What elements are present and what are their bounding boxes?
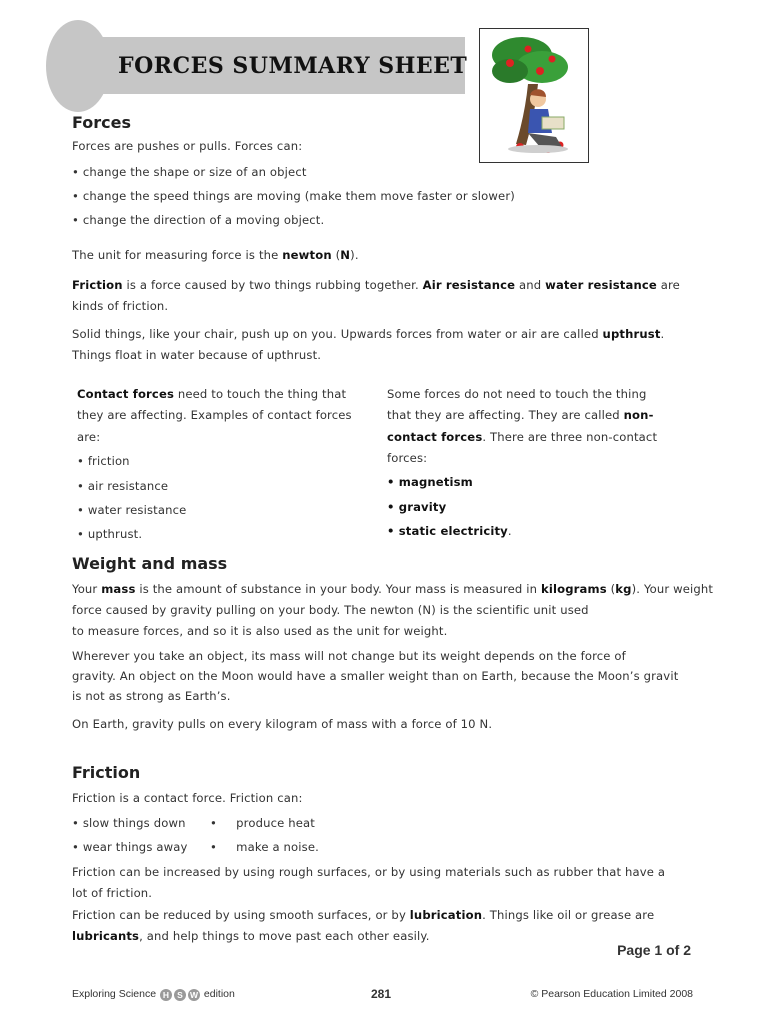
friction-line1: Friction can be increased by using rough surfaces, or by using materials such as rubber that have a xyxy=(72,865,666,879)
friction-line3: Friction can be reduced by using smooth surfaces, or by lubrication. Things like oil or grease are xyxy=(72,908,655,922)
page-title: FORCES SUMMARY SHEET xyxy=(118,53,468,79)
noncontact-line2: that they are affecting. They are called non- xyxy=(387,408,654,422)
noncontact-line1: Some forces do not need to touch the thing xyxy=(387,387,647,401)
weight-mass-heading: Weight and mass xyxy=(72,554,228,573)
friction-definition: Friction is a force caused by two things rubbing together. Air resistance and water resistance are xyxy=(72,278,680,292)
friction-intro: Friction is a contact force. Friction can: xyxy=(72,791,303,805)
list-item: • upthrust. xyxy=(77,527,143,541)
weight-line3: to measure forces, and so it is also used as the unit for weight. xyxy=(72,624,448,638)
unit-sentence: The unit for measuring force is the newton (N). xyxy=(72,248,359,262)
hsw-badge-h: H xyxy=(160,989,172,1001)
copyright: © Pearson Education Limited 2008 xyxy=(530,988,693,1000)
upthrust-sentence-cont: Things float in water because of upthrust. xyxy=(72,348,322,362)
weight-line6: is not as strong as Earth’s. xyxy=(72,689,231,703)
footer-left: Exploring Science H S W edition xyxy=(72,988,235,1000)
page-indicator: Page 1 of 2 xyxy=(617,942,691,958)
list-item: • change the speed things are moving (make them move faster or slower) xyxy=(72,189,515,203)
forces-intro: Forces are pushes or pulls. Forces can: xyxy=(72,139,303,153)
weight-line7: On Earth, gravity pulls on every kilogram of mass with a force of 10 N. xyxy=(72,717,493,731)
friction-heading: Friction xyxy=(72,763,141,782)
hsw-badge-w: W xyxy=(189,990,198,1000)
hsw-badge-s: S xyxy=(174,989,186,1001)
contact-forces-line1: Contact forces need to touch the thing that xyxy=(77,387,347,401)
list-item: • water resistance xyxy=(77,503,187,517)
noncontact-line4: forces: xyxy=(387,451,428,465)
list-item: • change the shape or size of an object xyxy=(72,165,307,179)
list-item: • produce heat xyxy=(210,816,315,830)
contact-forces-line3: are: xyxy=(77,430,101,444)
friction-definition-cont: kinds of friction. xyxy=(72,299,169,313)
noncontact-line3: contact forces. There are three non-contact xyxy=(387,430,658,444)
list-item: • wear things away xyxy=(72,840,188,854)
weight-line4: Wherever you take an object, its mass will not change but its weight depends on the force of xyxy=(72,649,626,663)
contact-forces-line2: they are affecting. Examples of contact forces xyxy=(77,408,352,422)
list-item: • slow things down xyxy=(72,816,186,830)
page-number: 281 xyxy=(371,987,392,1001)
list-item: • static electricity. xyxy=(387,524,512,538)
forces-heading: Forces xyxy=(72,113,132,132)
list-item: • air resistance xyxy=(77,479,169,493)
weight-line1: Your mass is the amount of substance in your body. Your mass is measured in kilograms (kg). Your weight xyxy=(72,582,714,596)
friction-line2: lot of friction. xyxy=(72,886,153,900)
list-item: • gravity xyxy=(387,500,447,514)
list-item: • make a noise. xyxy=(210,840,319,854)
weight-line2: force caused by gravity pulling on your body. The newton (N) is the scientific unit used xyxy=(72,603,589,617)
list-item: • change the direction of a moving object. xyxy=(72,213,325,227)
list-item: • friction xyxy=(77,454,130,468)
weight-line5: gravity. An object on the Moon would have a smaller weight than on Earth, because the Moon’s gravit xyxy=(72,669,679,683)
list-item: • magnetism xyxy=(387,475,473,489)
boy-reading-under-tree-icon xyxy=(480,29,588,162)
friction-line4: lubricants, and help things to move past each other easily. xyxy=(72,929,430,943)
illustration-frame xyxy=(479,28,589,163)
upthrust-sentence: Solid things, like your chair, push up on you. Upwards forces from water or air are called upthrust. xyxy=(72,327,665,341)
